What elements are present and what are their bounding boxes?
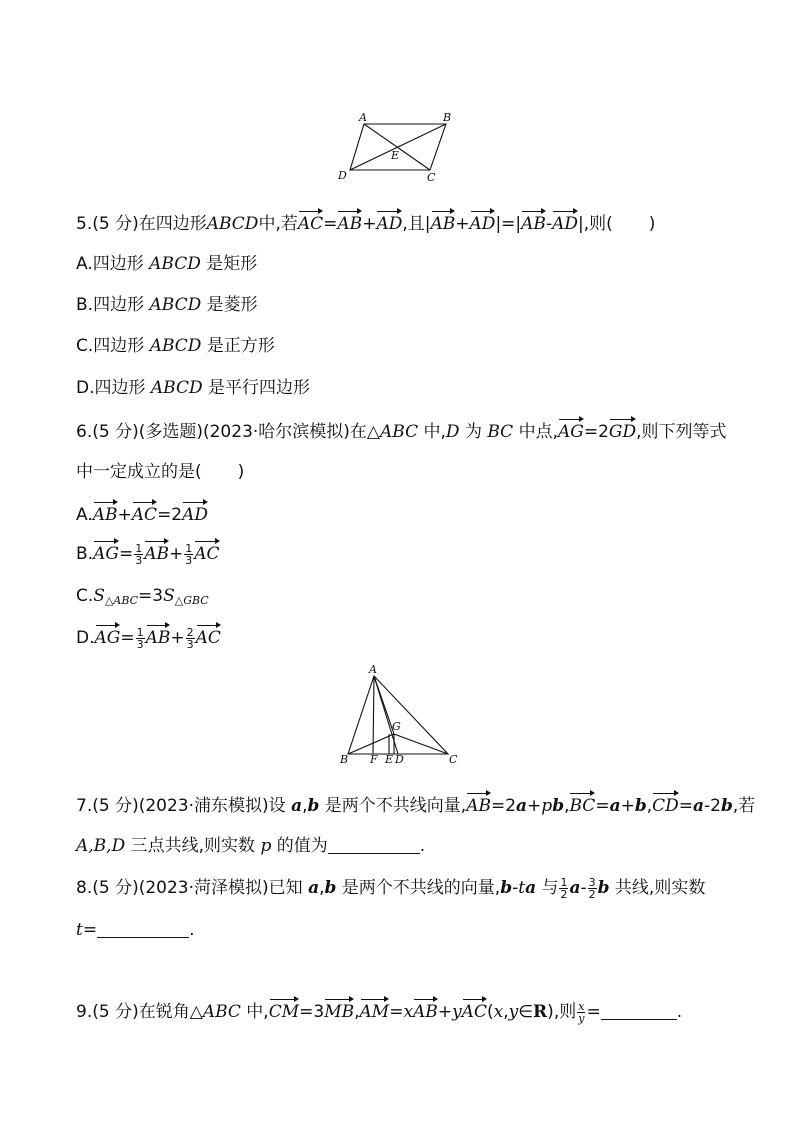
q6-number: 6.(5 分) bbox=[76, 422, 139, 442]
label-C: C bbox=[449, 753, 458, 766]
q6-stem: 6.(5 分)(多选题)(2023·哈尔滨模拟)在△ABC 中,D 为 BC 中点,AG=2GD,则下列等式 bbox=[76, 418, 727, 444]
q7-stem-line2: A,B,D 三点共线,则实数 p 的值为 . bbox=[76, 836, 426, 856]
label-E: E bbox=[391, 149, 400, 162]
q8-number: 8.(5 分) bbox=[76, 878, 139, 898]
label-G: G bbox=[392, 720, 401, 733]
q8-stem-line2: t= . bbox=[76, 920, 195, 940]
q6-option-c: $C.S_{\triangle ABC}=3S_{\triangle GBC}$ bbox=[76, 586, 209, 607]
q7-number: 7.(5 分) bbox=[76, 796, 139, 816]
q5-option-d: D.四边形 ABCD 是平行四边形 bbox=[76, 378, 311, 398]
label-C: C bbox=[427, 171, 436, 184]
figure-triangle bbox=[330, 660, 470, 770]
label-A: A bbox=[359, 111, 367, 124]
q6-option-a: A.AB+AC=2AD bbox=[76, 501, 208, 527]
q6-option-b: B.AG= $\frac{1}{3}$ AB+ $\frac{1}{3}$ AC bbox=[76, 541, 220, 567]
q5-stem: 5.(5 分)在四边形ABCD中,若AC=AB+AD,且|AB+AD|=|AB-AD|,则( ) bbox=[76, 210, 655, 236]
label-E: E bbox=[385, 753, 394, 766]
figure-parallelogram bbox=[330, 108, 460, 188]
q8-answer-blank[interactable] bbox=[97, 919, 189, 938]
q9-stem: 9.(5 分)在锐角△ABC 中,CM=3MB,AM=xAB+yAC(x,y∈R),则 $\frac{x}{y}$ = . bbox=[76, 999, 683, 1025]
label-A: A bbox=[369, 663, 377, 676]
q6-stem-line2: 中一定成立的是( ) bbox=[76, 462, 245, 482]
q7-answer-blank[interactable] bbox=[328, 835, 420, 854]
q9-answer-blank[interactable] bbox=[601, 1001, 677, 1020]
label-F: F bbox=[370, 753, 378, 766]
q5-option-a: A.四边形 ABCD 是矩形 bbox=[76, 254, 258, 274]
q7-stem: 7.(5 分)(2023·浦东模拟)设 a,b 是两个不共线向量,AB=2a+pb,BC=a+b,CD=a-2b,若 bbox=[76, 792, 755, 818]
q9-number: 9.(5 分) bbox=[76, 1002, 139, 1022]
q5-number: 5.(5 分) bbox=[76, 214, 139, 234]
q8-stem: 8.(5 分)(2023·菏泽模拟)已知 a,b 是两个不共线的向量,b-ta 与 $\frac{1}{2}$ a- $\frac{3}{2}$ b 共线,则实数 bbox=[76, 875, 706, 901]
q6-option-d: D.AG= $\frac{1}{3}$ AB+ $\frac{2}{3}$ AC bbox=[76, 625, 221, 651]
q5-option-b: B.四边形 ABCD 是菱形 bbox=[76, 295, 258, 315]
q5-option-c: C.四边形 ABCD 是正方形 bbox=[76, 336, 275, 356]
label-D: D bbox=[395, 753, 404, 766]
label-D: D bbox=[338, 169, 347, 182]
label-B: B bbox=[340, 753, 349, 766]
label-B: B bbox=[443, 111, 452, 124]
